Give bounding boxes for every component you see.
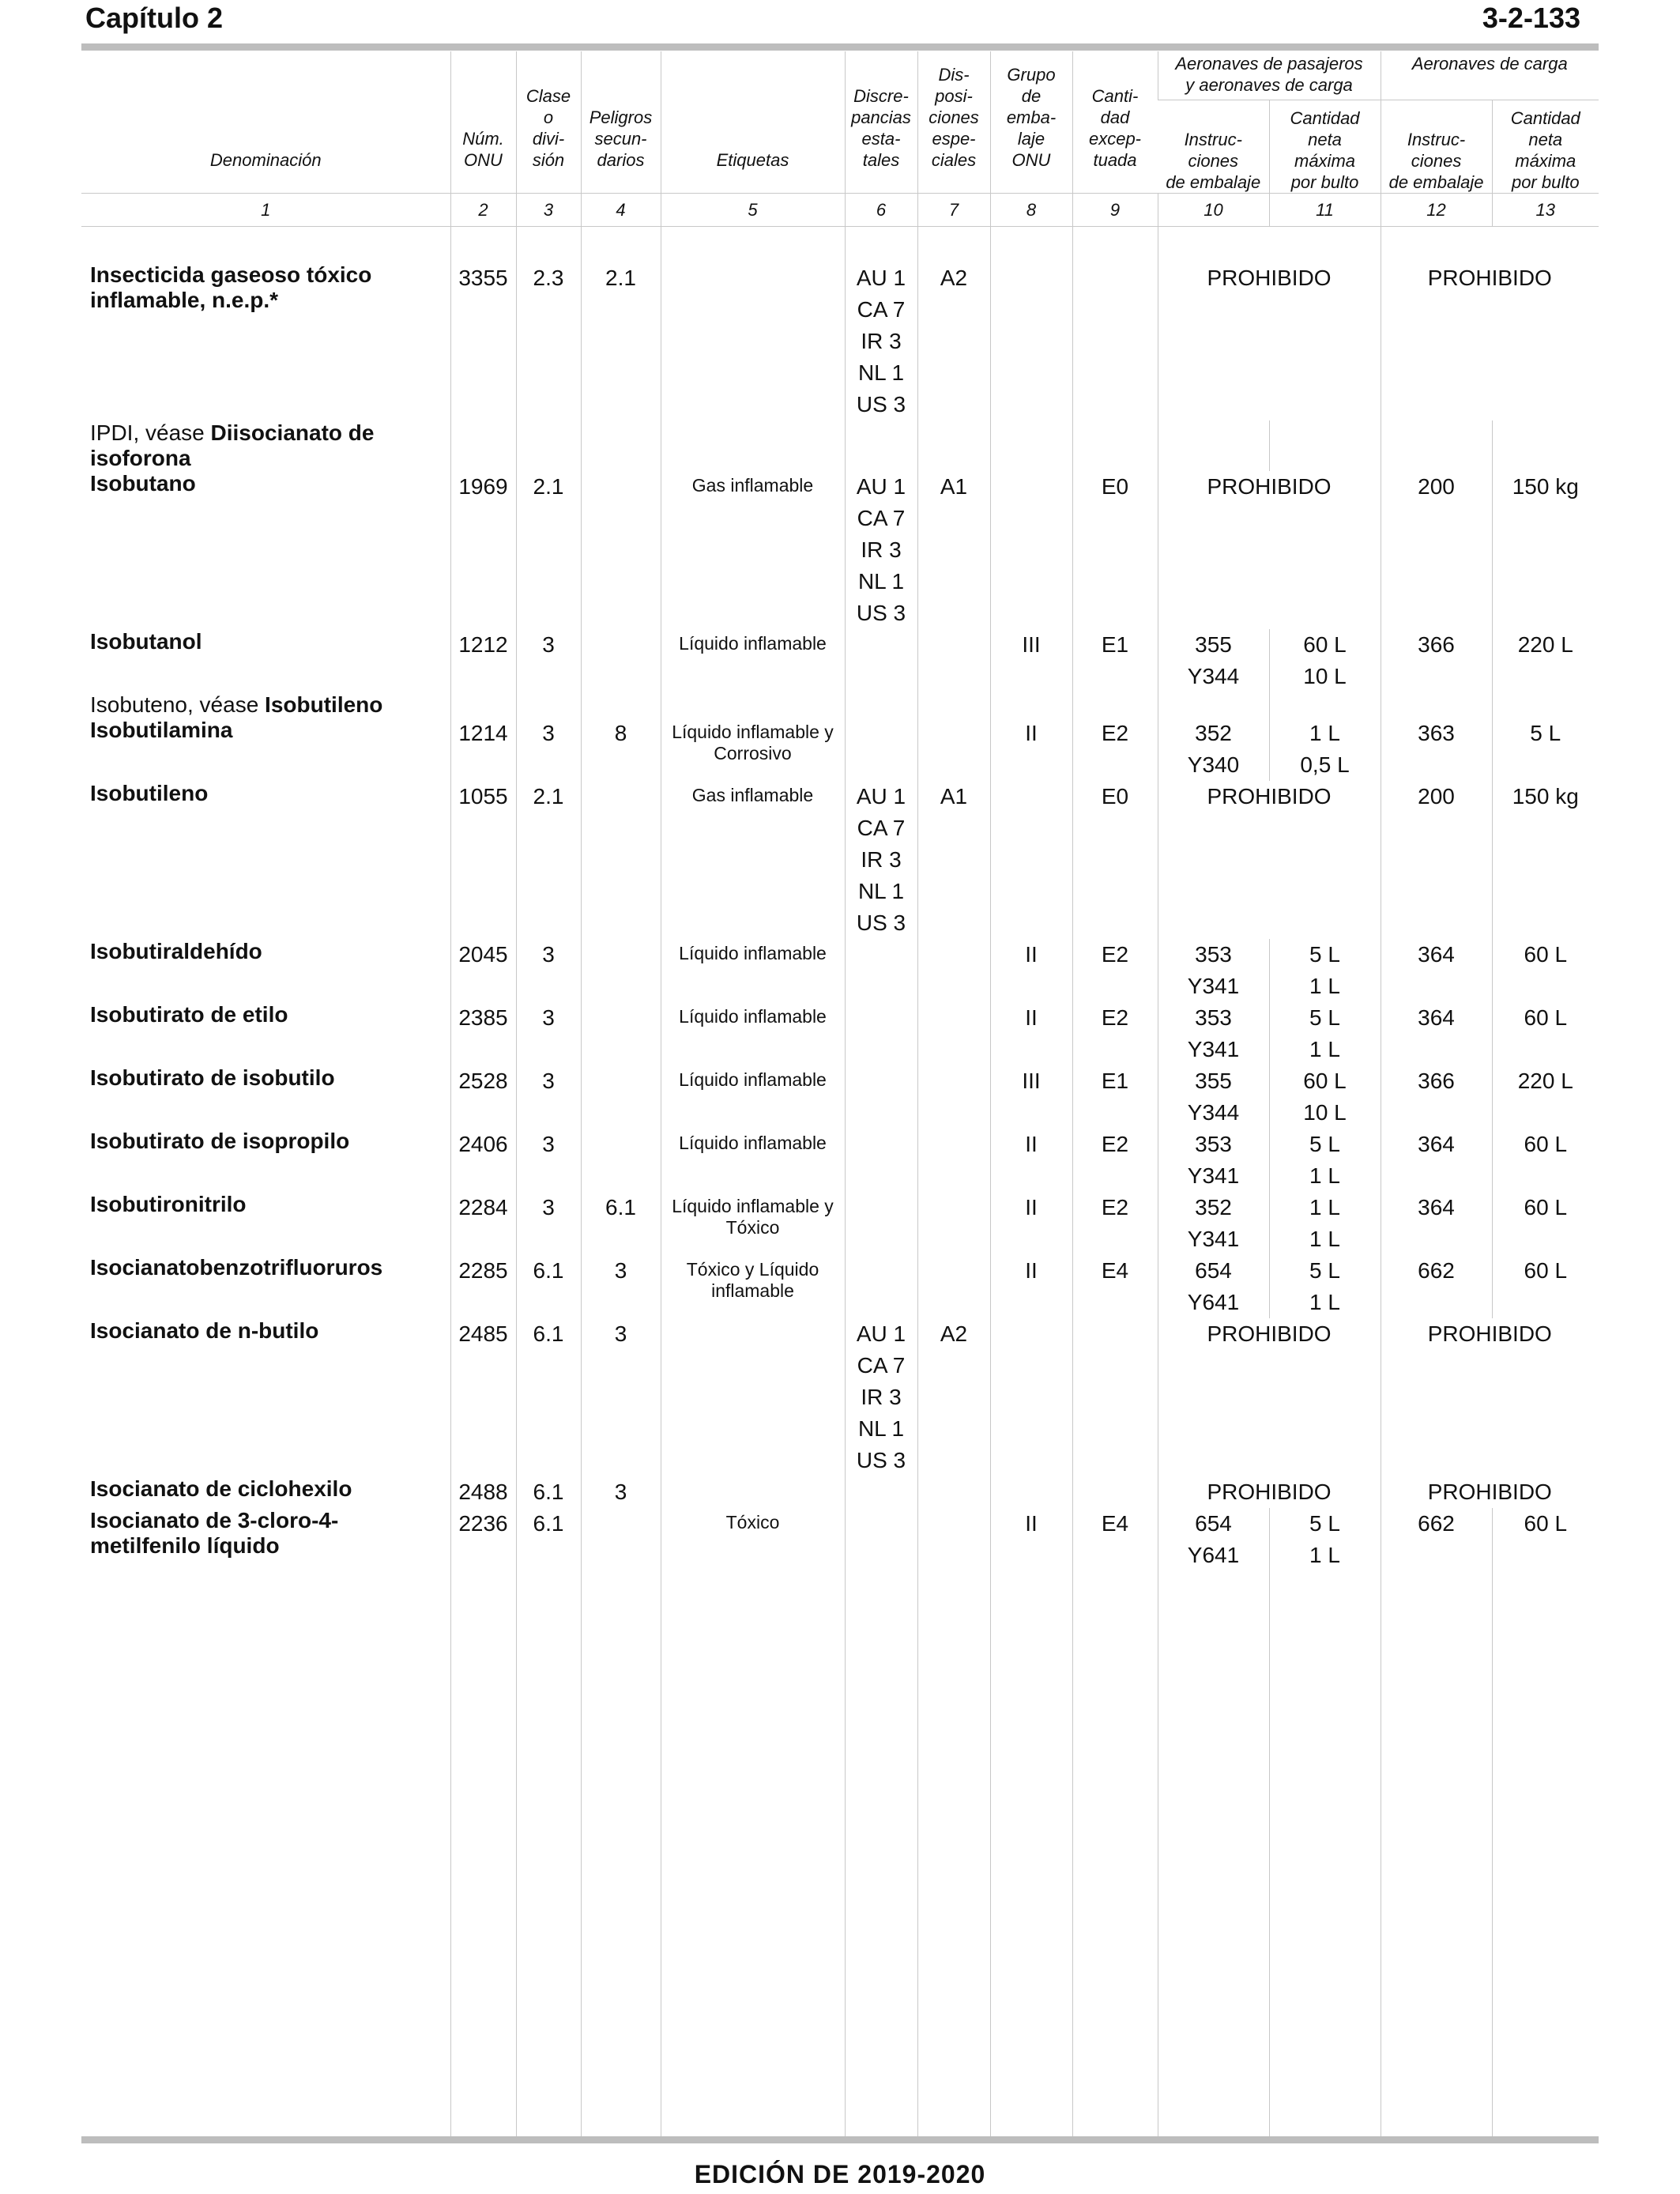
cao-packing-instruction: 366 [1381, 1065, 1492, 1129]
empty-cell [1158, 420, 1269, 471]
pax-max-net-quantity: 60 L 10 L [1269, 629, 1381, 692]
empty-cell [1492, 692, 1599, 718]
un-number: 2285 [450, 1255, 516, 1318]
un-number: 2236 [450, 1508, 516, 1571]
cao-max-net-quantity: 220 L [1492, 1065, 1599, 1129]
cao-max-net-quantity: 60 L [1492, 1255, 1599, 1318]
pax-prohibited: PROHIBIDO [1158, 1476, 1381, 1508]
empty-cell [581, 692, 661, 718]
empty-cell [990, 420, 1072, 471]
subsidiary-hazard [581, 781, 661, 939]
packing-group [990, 227, 1072, 421]
class-division: 3 [516, 718, 581, 781]
cao-packing-instruction: 366 [1381, 629, 1492, 692]
empty-cell [1158, 692, 1269, 718]
pax-prohibited: PROHIBIDO [1158, 1318, 1381, 1476]
empty-cell [450, 692, 516, 718]
pax-max-net-quantity: 1 L 1 L [1269, 1192, 1381, 1255]
empty-cell [661, 1571, 845, 2136]
special-provisions [917, 1129, 990, 1192]
table-row [81, 227, 1599, 421]
column-number-row [81, 194, 1599, 227]
hazard-label: Líquido inflamable [661, 939, 845, 1002]
pax-max-net-quantity: 5 L 1 L [1269, 1255, 1381, 1318]
class-division: 3 [516, 629, 581, 692]
empty-cell [516, 1571, 581, 2136]
cao-max-net-quantity: 60 L [1492, 1002, 1599, 1065]
cao-prohibited: PROHIBIDO [1381, 1476, 1599, 1508]
cao-packing-instruction: 363 [1381, 718, 1492, 781]
packing-group: II [990, 1002, 1072, 1065]
special-provisions [917, 629, 990, 692]
empty-cell [1269, 692, 1381, 718]
class-division: 2.3 [516, 227, 581, 421]
special-provisions [917, 1065, 990, 1129]
col-cantidad-neta-pax: Cantidad neta máxima por bulto [1269, 100, 1381, 194]
edition-footer: EDICIÓN DE 2019-2020 [694, 2160, 986, 2188]
packing-group: III [990, 629, 1072, 692]
empty-cell [516, 692, 581, 718]
col-number: 4 [581, 194, 661, 227]
empty-cell [1269, 1571, 1381, 2136]
col-instrucciones-cao: Instruc- ciones de embalaje [1381, 100, 1492, 194]
substance-name: Isobutironitrilo [90, 1192, 247, 1216]
packing-group: II [990, 1508, 1072, 1571]
state-variations [845, 1476, 917, 1508]
cao-prohibited: PROHIBIDO [1381, 1318, 1599, 1476]
empty-cell [1158, 1571, 1269, 2136]
cao-packing-instruction: 364 [1381, 1002, 1492, 1065]
col-number: 2 [450, 194, 516, 227]
empty-cell [1072, 420, 1158, 471]
dangerous-goods-table [81, 51, 1599, 2136]
class-division: 2.1 [516, 781, 581, 939]
substance-name: Isobutilamina [90, 718, 233, 742]
table-row [81, 1508, 1599, 1571]
empty-cell [516, 420, 581, 471]
empty-cell [1492, 1571, 1599, 2136]
empty-cell [1381, 420, 1492, 471]
hazard-label: Líquido inflamable [661, 1002, 845, 1065]
special-provisions [917, 1192, 990, 1255]
hazard-label: Líquido inflamable [661, 1129, 845, 1192]
subsidiary-hazard: 3 [581, 1476, 661, 1508]
subsidiary-hazard [581, 471, 661, 629]
empty-cell [845, 1571, 917, 2136]
col-number: 1 [81, 194, 450, 227]
state-variations [845, 1192, 917, 1255]
cao-max-net-quantity: 150 kg [1492, 471, 1599, 629]
un-number: 1969 [450, 471, 516, 629]
empty-cell [917, 1571, 990, 2136]
table-row [81, 781, 1599, 939]
hazard-label: Líquido inflamable [661, 629, 845, 692]
excepted-quantity: E0 [1072, 471, 1158, 629]
pax-packing-instruction: 654 Y641 [1158, 1255, 1269, 1318]
packing-group [990, 1476, 1072, 1508]
table-row [81, 1255, 1599, 1318]
excepted-quantity: E2 [1072, 1002, 1158, 1065]
substance-name: Isobutirato de etilo [90, 1002, 288, 1027]
cao-packing-instruction: 662 [1381, 1508, 1492, 1571]
subsidiary-hazard: 6.1 [581, 1192, 661, 1255]
state-variations [845, 939, 917, 1002]
hazard-label: Tóxico [661, 1508, 845, 1571]
empty-cell [581, 1571, 661, 2136]
table-row [81, 692, 1599, 718]
col-number: 7 [917, 194, 990, 227]
hazard-label: Gas inflamable [661, 781, 845, 939]
pax-packing-instruction: 355 Y344 [1158, 1065, 1269, 1129]
substance-name: Isocianato de 3-cloro-4-metilfenilo líquido [90, 1508, 339, 1558]
subsidiary-hazard: 3 [581, 1318, 661, 1476]
col-etiquetas: Etiquetas [661, 51, 845, 194]
class-division: 6.1 [516, 1318, 581, 1476]
state-variations [845, 1255, 917, 1318]
table-body [81, 227, 1599, 2137]
col-number: 11 [1269, 194, 1381, 227]
pax-max-net-quantity: 5 L 1 L [1269, 1002, 1381, 1065]
pax-packing-instruction: 353 Y341 [1158, 1002, 1269, 1065]
special-provisions [917, 1476, 990, 1508]
table-row [81, 939, 1599, 1002]
excepted-quantity: E1 [1072, 1065, 1158, 1129]
cao-packing-instruction: 662 [1381, 1255, 1492, 1318]
empty-cell [81, 1571, 450, 2136]
cao-prohibited: PROHIBIDO [1381, 227, 1599, 421]
cao-max-net-quantity: 150 kg [1492, 781, 1599, 939]
state-variations [845, 1065, 917, 1129]
subsidiary-hazard: 3 [581, 1255, 661, 1318]
col-discrepancias: Discre- pancias esta- tales [845, 51, 917, 194]
substance-name: Isobutiraldehído [90, 939, 262, 963]
packing-group: II [990, 718, 1072, 781]
empty-cell [1381, 692, 1492, 718]
class-division: 6.1 [516, 1508, 581, 1571]
excepted-quantity: E0 [1072, 781, 1158, 939]
pax-packing-instruction: 352 Y341 [1158, 1192, 1269, 1255]
subsidiary-hazard [581, 1065, 661, 1129]
top-rule [81, 43, 1599, 51]
substance-name: Insecticida gaseoso tóxico inflamable, n.e.p.* [90, 262, 372, 312]
col-number: 10 [1158, 194, 1269, 227]
hazard-label [661, 1476, 845, 1508]
table-row [81, 1129, 1599, 1192]
cao-packing-instruction: 200 [1381, 471, 1492, 629]
special-provisions: A1 [917, 781, 990, 939]
empty-cell [450, 420, 516, 471]
state-variations [845, 629, 917, 692]
packing-group: II [990, 939, 1072, 1002]
state-variations: AU 1 CA 7 IR 3 NL 1 US 3 [845, 227, 917, 421]
packing-group: II [990, 1192, 1072, 1255]
un-number: 2385 [450, 1002, 516, 1065]
pax-packing-instruction: 654 Y641 [1158, 1508, 1269, 1571]
col-number: 13 [1492, 194, 1599, 227]
col-cantidad-neta-cao: Cantidad neta máxima por bulto [1492, 100, 1599, 194]
cross-reference: IPDI, véase Diisocianato de isoforona [90, 420, 375, 470]
subsidiary-hazard [581, 629, 661, 692]
class-division: 6.1 [516, 1255, 581, 1318]
packing-group: III [990, 1065, 1072, 1129]
substance-name: Isobutileno [90, 781, 209, 805]
substance-name: Isobutano [90, 471, 196, 496]
empty-cell [1492, 420, 1599, 471]
empty-cell [450, 1571, 516, 2136]
table-row [81, 1002, 1599, 1065]
class-division: 3 [516, 1192, 581, 1255]
excepted-quantity [1072, 1476, 1158, 1508]
cross-reference: Isobuteno, véase Isobutileno [90, 692, 383, 717]
un-number: 1212 [450, 629, 516, 692]
special-provisions [917, 718, 990, 781]
empty-cell [1072, 1571, 1158, 2136]
pax-max-net-quantity: 60 L 10 L [1269, 1065, 1381, 1129]
class-division: 2.1 [516, 471, 581, 629]
filler-row [81, 1571, 1599, 2136]
excepted-quantity: E2 [1072, 1192, 1158, 1255]
subsidiary-hazard [581, 1129, 661, 1192]
special-provisions: A2 [917, 227, 990, 421]
pax-max-net-quantity: 5 L 1 L [1269, 1508, 1381, 1571]
hazard-label [661, 227, 845, 421]
excepted-quantity [1072, 1318, 1158, 1476]
group-pasajeros: Aeronaves de pasajeros y aeronaves de carga [1158, 51, 1381, 100]
col-num-onu: Núm. ONU [450, 51, 516, 194]
state-variations: AU 1 CA 7 IR 3 NL 1 US 3 [845, 1318, 917, 1476]
substance-name: Isobutirato de isopropilo [90, 1129, 350, 1153]
col-peligros: Peligros secun- darios [581, 51, 661, 194]
col-cantidad-exceptuada: Canti- dad excep- tuada [1072, 51, 1158, 194]
empty-cell [917, 692, 990, 718]
special-provisions [917, 939, 990, 1002]
cao-packing-instruction: 200 [1381, 781, 1492, 939]
col-number: 3 [516, 194, 581, 227]
hazard-label: Líquido inflamable y Tóxico [661, 1192, 845, 1255]
cao-packing-instruction: 364 [1381, 939, 1492, 1002]
hazard-label: Líquido inflamable [661, 1065, 845, 1129]
state-variations [845, 1002, 917, 1065]
excepted-quantity: E4 [1072, 1255, 1158, 1318]
pax-prohibited: PROHIBIDO [1158, 227, 1381, 421]
class-division: 6.1 [516, 1476, 581, 1508]
packing-group [990, 471, 1072, 629]
state-variations: AU 1 CA 7 IR 3 NL 1 US 3 [845, 781, 917, 939]
un-number: 3355 [450, 227, 516, 421]
col-grupo: Grupo de emba- laje ONU [990, 51, 1072, 194]
table-row [81, 1476, 1599, 1508]
col-disposiciones: Dis- posi- ciones espe- ciales [917, 51, 990, 194]
special-provisions [917, 1002, 990, 1065]
state-variations [845, 1508, 917, 1571]
un-number: 2488 [450, 1476, 516, 1508]
pax-max-net-quantity: 1 L 0,5 L [1269, 718, 1381, 781]
substance-name: Isobutirato de isobutilo [90, 1065, 335, 1090]
empty-cell [661, 692, 845, 718]
pax-prohibited: PROHIBIDO [1158, 471, 1381, 629]
packing-group [990, 781, 1072, 939]
un-number: 2485 [450, 1318, 516, 1476]
cao-packing-instruction: 364 [1381, 1129, 1492, 1192]
col-number: 5 [661, 194, 845, 227]
table-header [81, 51, 1599, 227]
substance-name: Isocianato de ciclohexilo [90, 1476, 352, 1501]
pax-max-net-quantity: 5 L 1 L [1269, 939, 1381, 1002]
un-number: 2284 [450, 1192, 516, 1255]
state-variations [845, 1129, 917, 1192]
class-division: 3 [516, 1065, 581, 1129]
empty-cell [1269, 420, 1381, 471]
col-number: 6 [845, 194, 917, 227]
un-number: 2406 [450, 1129, 516, 1192]
empty-cell [845, 420, 917, 471]
col-clase: Clase o divi- sión [516, 51, 581, 194]
excepted-quantity: E2 [1072, 718, 1158, 781]
cao-max-net-quantity: 60 L [1492, 939, 1599, 1002]
empty-cell [1072, 692, 1158, 718]
pax-packing-instruction: 352 Y340 [1158, 718, 1269, 781]
excepted-quantity: E4 [1072, 1508, 1158, 1571]
un-number: 1055 [450, 781, 516, 939]
cao-max-net-quantity: 60 L [1492, 1508, 1599, 1571]
special-provisions [917, 1255, 990, 1318]
table-row [81, 1192, 1599, 1255]
subsidiary-hazard: 8 [581, 718, 661, 781]
hazard-label: Gas inflamable [661, 471, 845, 629]
special-provisions: A1 [917, 471, 990, 629]
class-division: 3 [516, 1002, 581, 1065]
cao-max-net-quantity: 60 L [1492, 1192, 1599, 1255]
substance-name: Isocianatobenzotrifluoruros [90, 1255, 383, 1280]
table-row [81, 1065, 1599, 1129]
pax-packing-instruction: 355 Y344 [1158, 629, 1269, 692]
hazard-label: Tóxico y Líquido inflamable [661, 1255, 845, 1318]
table-row [81, 629, 1599, 692]
subsidiary-hazard [581, 939, 661, 1002]
table-row [81, 718, 1599, 781]
un-number: 2528 [450, 1065, 516, 1129]
cao-max-net-quantity: 5 L [1492, 718, 1599, 781]
hazard-label [661, 1318, 845, 1476]
empty-cell [845, 692, 917, 718]
chapter-title: Capítulo 2 [85, 2, 224, 34]
page-number: 3-2-133 [1482, 2, 1580, 34]
excepted-quantity: E1 [1072, 629, 1158, 692]
group-carga: Aeronaves de carga [1381, 51, 1599, 100]
cao-max-net-quantity: 60 L [1492, 1129, 1599, 1192]
packing-group [990, 1318, 1072, 1476]
empty-cell [581, 420, 661, 471]
empty-cell [1381, 1571, 1492, 2136]
hazard-label: Líquido inflamable y Corrosivo [661, 718, 845, 781]
un-number: 1214 [450, 718, 516, 781]
subsidiary-hazard [581, 1508, 661, 1571]
col-number: 9 [1072, 194, 1158, 227]
pax-prohibited: PROHIBIDO [1158, 781, 1381, 939]
excepted-quantity [1072, 227, 1158, 421]
subsidiary-hazard [581, 1002, 661, 1065]
pax-packing-instruction: 353 Y341 [1158, 1129, 1269, 1192]
col-number: 8 [990, 194, 1072, 227]
col-number: 12 [1381, 194, 1492, 227]
substance-name: Isocianato de n-butilo [90, 1318, 319, 1343]
un-number: 2045 [450, 939, 516, 1002]
empty-cell [990, 1571, 1072, 2136]
empty-cell [917, 420, 990, 471]
table-row [81, 471, 1599, 629]
pax-packing-instruction: 353 Y341 [1158, 939, 1269, 1002]
excepted-quantity: E2 [1072, 1129, 1158, 1192]
packing-group: II [990, 1129, 1072, 1192]
state-variations: AU 1 CA 7 IR 3 NL 1 US 3 [845, 471, 917, 629]
cao-max-net-quantity: 220 L [1492, 629, 1599, 692]
class-division: 3 [516, 939, 581, 1002]
empty-cell [990, 692, 1072, 718]
subsidiary-hazard: 2.1 [581, 227, 661, 421]
special-provisions: A2 [917, 1318, 990, 1476]
state-variations [845, 718, 917, 781]
col-denominacion: Denominación [209, 150, 322, 170]
pax-max-net-quantity: 5 L 1 L [1269, 1129, 1381, 1192]
cao-packing-instruction: 364 [1381, 1192, 1492, 1255]
table-row [81, 1318, 1599, 1476]
packing-group: II [990, 1255, 1072, 1318]
bottom-rule [81, 2136, 1599, 2143]
class-division: 3 [516, 1129, 581, 1192]
col-instrucciones-pax: Instruc- ciones de embalaje [1166, 130, 1261, 192]
special-provisions [917, 1508, 990, 1571]
substance-name: Isobutanol [90, 629, 202, 654]
excepted-quantity: E2 [1072, 939, 1158, 1002]
table-row [81, 420, 1599, 471]
empty-cell [661, 420, 845, 471]
